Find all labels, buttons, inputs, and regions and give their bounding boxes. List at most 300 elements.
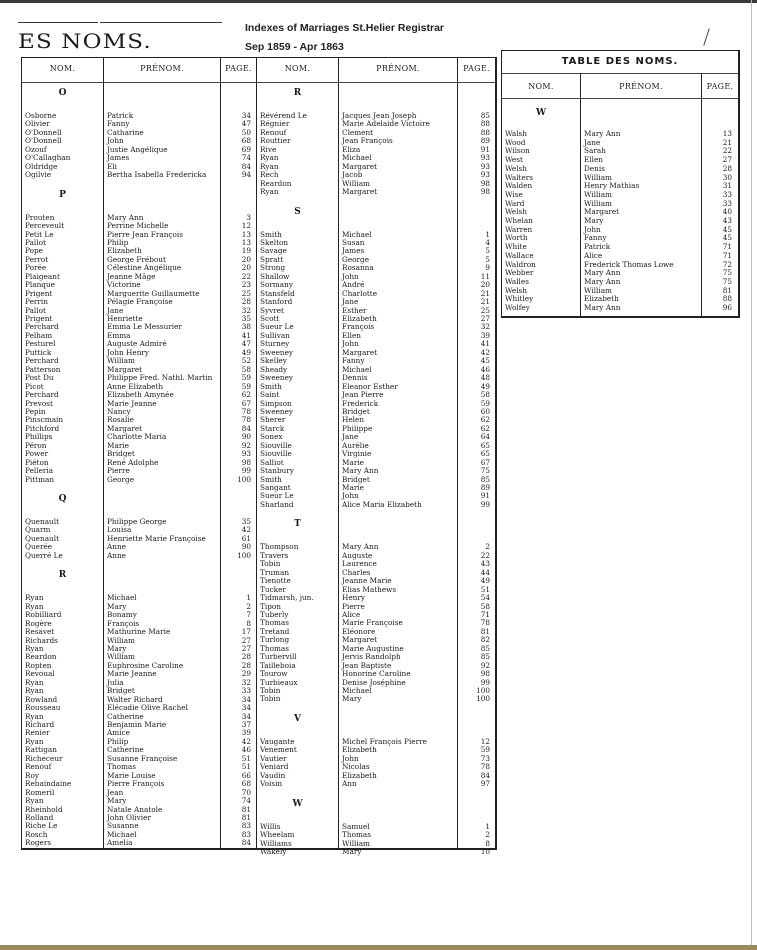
entry-page: 82	[480, 635, 490, 645]
entry-page: 9	[485, 263, 490, 273]
entry-forename: Bridget	[107, 686, 135, 696]
entry-page: 78	[241, 406, 251, 416]
entry-page: 90	[241, 542, 251, 552]
entry-page: 29	[241, 669, 251, 679]
entry-page: 20	[241, 263, 251, 273]
header-divider	[502, 98, 738, 99]
header-divider	[22, 82, 495, 83]
entry-forename: Catherine	[107, 745, 144, 755]
entry-forename: Denise Joséphine	[342, 677, 406, 687]
entry-page: 92	[480, 660, 490, 670]
entry-forename: Eliza	[342, 144, 361, 154]
entry-page: 81	[722, 285, 732, 295]
entry-page: 68	[241, 779, 251, 789]
entry-forename: William	[584, 285, 612, 295]
entry-forename: François	[342, 322, 375, 332]
entry-surname: Tobin	[260, 559, 281, 569]
entry-forename: Michael	[107, 593, 137, 603]
entry-forename: Pierre	[107, 466, 130, 476]
entry-forename: Patrick	[584, 242, 611, 252]
entry-page: 84	[241, 161, 251, 171]
entry-surname: Pepin	[25, 406, 46, 416]
side-col-header-page: PAGE.	[706, 82, 734, 91]
entry-surname: Rheinhold	[25, 804, 63, 814]
column-divider	[256, 58, 257, 848]
entry-forename: William	[584, 198, 612, 208]
entry-surname: Smith	[260, 474, 282, 484]
entry-forename: Perrine Michelle	[107, 221, 169, 231]
entry-surname: Rattigan	[25, 745, 57, 755]
entry-surname: Tailleboia	[260, 660, 296, 670]
entry-surname: Stansfeld	[260, 288, 295, 298]
col-header-page: PAGE.	[225, 64, 252, 73]
entry-forename: Esther	[342, 305, 367, 315]
entry-surname: Reardon	[260, 178, 292, 188]
index-title: Indexes of Marriages St.Helier Registrar	[245, 22, 444, 34]
entry-forename: Jeanne Marie	[342, 576, 392, 586]
entry-surname: O'Donnell	[25, 136, 62, 146]
entry-page: 30	[722, 172, 732, 182]
entry-forename: Marie	[342, 457, 364, 467]
entry-surname: Planque	[25, 280, 55, 290]
date-range: Sep 1859 - Apr 1863	[245, 41, 344, 53]
entry-forename: John Olivier	[107, 812, 151, 822]
entry-surname: Petit Le	[25, 229, 54, 239]
entry-page: 54	[480, 593, 490, 603]
entry-surname: Ryan	[25, 601, 44, 611]
col-header-prenom: PRÉNOM.	[376, 64, 420, 73]
entry-surname: Prevost	[25, 398, 53, 408]
entry-forename: Henry	[342, 593, 365, 603]
entry-page: 89	[480, 483, 490, 492]
entry-surname: Péron	[25, 440, 47, 450]
entry-page: 73	[480, 753, 490, 763]
entry-forename: Alice Maria Elizabeth	[342, 499, 422, 509]
banner-title: ES NOMS.	[18, 29, 152, 53]
entry-forename: Jacques Jean Joseph	[342, 111, 417, 120]
entry-forename: Mary	[342, 846, 362, 856]
entry-surname: Sweeney	[260, 406, 294, 416]
entry-surname: Ozouf	[25, 144, 47, 154]
entry-forename: William	[584, 172, 612, 182]
entry-page: 35	[241, 517, 251, 526]
entry-surname: Roy	[25, 770, 40, 780]
entry-forename: Henriette Marie Françoise	[107, 533, 206, 543]
entry-forename: Virginie	[342, 449, 372, 459]
entry-page: 33	[241, 686, 251, 696]
entry-forename: Ellen	[342, 330, 362, 340]
entry-surname: Travers	[260, 550, 289, 560]
entry-forename: Honorine Caroline	[342, 669, 411, 679]
entry-surname: Siouville	[260, 440, 292, 450]
entry-page: 42	[241, 736, 251, 746]
entry-page: 17	[241, 627, 251, 637]
entry-page: 10	[480, 846, 490, 856]
entry-surname: Waldron	[505, 259, 536, 269]
entry-forename: François	[107, 618, 140, 628]
entry-forename: Sarah	[584, 146, 606, 156]
entry-surname: Prigent	[25, 288, 53, 298]
entry-page: 21	[722, 137, 732, 147]
entry-surname: Richards	[25, 635, 58, 645]
entry-surname: Sherer	[260, 415, 286, 425]
entry-forename: Margaret	[342, 635, 378, 645]
entry-page: 99	[480, 677, 490, 687]
entry-page: 46	[241, 745, 251, 755]
entry-forename: Mary	[107, 643, 127, 653]
entry-forename: Mary	[584, 216, 604, 225]
entry-surname: Quarm	[25, 525, 51, 535]
entry-page: 21	[480, 288, 490, 298]
entry-forename: Clement	[342, 127, 374, 137]
entry-surname: Pitchford	[25, 423, 60, 433]
entry-page: 100	[237, 474, 251, 484]
entry-forename: Anne Elizabeth	[107, 381, 164, 391]
entry-page: 98	[480, 178, 490, 188]
entry-surname: Ryan	[260, 161, 279, 171]
entry-surname: Willis	[260, 821, 281, 831]
entry-forename: Anne	[107, 542, 126, 552]
entry-surname: Piéton	[25, 457, 49, 467]
entry-surname: Skelley	[260, 356, 287, 366]
entry-surname: Sweeney	[260, 347, 294, 357]
entry-surname: Sturney	[260, 339, 290, 349]
entry-surname: Pelham	[25, 330, 53, 340]
entry-page: 19	[241, 246, 251, 256]
entry-page: 78	[480, 762, 490, 772]
entry-forename: John	[107, 136, 124, 146]
entry-surname: Turbieaux	[260, 677, 298, 687]
entry-forename: Marie Louise	[107, 770, 156, 780]
entry-forename: John	[342, 339, 359, 349]
entry-forename: Susan	[342, 237, 365, 247]
entry-page: 68	[241, 136, 251, 146]
entry-forename: Jervis Randolph	[342, 652, 401, 662]
entry-forename: Marie Augustine	[342, 643, 404, 653]
entry-surname: Syvret	[260, 305, 284, 315]
section-letter: W	[292, 798, 303, 809]
entry-page: 47	[241, 119, 251, 129]
entry-page: 74	[241, 153, 251, 163]
entry-surname: Wood	[505, 137, 526, 147]
entry-forename: George	[107, 474, 135, 484]
entry-forename: Susanne	[107, 821, 139, 831]
entry-forename: Auguste	[342, 550, 373, 560]
entry-page: 93	[241, 449, 251, 459]
entry-forename: Margaret	[342, 161, 378, 171]
entry-page: 75	[722, 276, 732, 286]
entry-surname: Ryan	[260, 187, 279, 197]
entry-page: 58	[480, 601, 490, 611]
entry-page: 69	[241, 144, 251, 154]
entry-forename: Philippe George	[107, 517, 167, 526]
entry-forename: Philippe	[342, 423, 373, 433]
entry-forename: Elizabeth	[107, 246, 142, 256]
entry-page: 52	[241, 356, 251, 366]
entry-forename: Elias Mathews	[342, 584, 397, 594]
entry-forename: Amice	[107, 728, 130, 738]
entry-surname: Williams	[260, 838, 292, 848]
entry-page: 13	[241, 229, 251, 239]
entry-surname: Wise	[505, 189, 523, 199]
entry-forename: Mary Ann	[584, 276, 621, 286]
entry-page: 88	[480, 127, 490, 137]
entry-page: 22	[241, 271, 251, 281]
pen-mark	[703, 28, 710, 45]
entry-forename: George Frébout	[107, 254, 166, 264]
entry-page: 27	[722, 155, 732, 165]
entry-page: 67	[480, 457, 490, 467]
section-letter: R	[293, 88, 302, 98]
entry-surname: Skelton	[260, 237, 289, 247]
entry-surname: Prouten	[25, 212, 55, 222]
entry-page: 49	[480, 576, 490, 586]
entry-page: 51	[480, 584, 490, 594]
entry-forename: Mary Ann	[584, 268, 621, 278]
entry-surname: Perchard	[25, 356, 59, 366]
entry-page: 21	[480, 297, 490, 307]
entry-page: 98	[480, 187, 490, 197]
entry-forename: Catherine	[107, 711, 144, 721]
entry-surname: Robilliard	[25, 610, 62, 620]
column-divider	[103, 58, 104, 848]
entry-page: 81	[241, 812, 251, 822]
entry-surname: Picot	[25, 381, 44, 391]
entry-forename: Rosalie	[107, 415, 134, 425]
entry-surname: Révérend Le	[260, 111, 307, 120]
entry-page: 22	[722, 146, 732, 156]
entry-page: 4	[485, 237, 490, 247]
entry-forename: Nancy	[107, 406, 131, 416]
entry-page: 20	[480, 280, 490, 290]
entry-surname: Rosch	[25, 829, 48, 839]
side-table-title: TABLE DES NOMS.	[561, 56, 679, 67]
entry-forename: Eleanor Esther	[342, 381, 398, 391]
entry-forename: Frederick Thomas Lowe	[584, 259, 674, 269]
entry-forename: Victorine	[107, 280, 141, 290]
entry-forename: Jean Pierre	[342, 390, 384, 400]
entry-forename: Alice	[342, 609, 361, 619]
entry-surname: Plaigeant	[25, 271, 60, 281]
col-header-prenom: PRÉNOM.	[140, 64, 184, 73]
entry-page: 43	[722, 216, 732, 225]
entry-page: 27	[241, 635, 251, 645]
entry-surname: Pinscmain	[25, 415, 64, 425]
entry-surname: Wakely	[260, 846, 287, 856]
entry-surname: Renier	[25, 728, 50, 738]
entry-page: 62	[480, 423, 490, 433]
section-letter: W	[535, 108, 547, 118]
entry-page: 1	[485, 229, 490, 239]
section-letter: S	[294, 206, 301, 217]
entry-page: 84	[241, 423, 251, 433]
entry-surname: Rech	[260, 170, 279, 180]
entry-surname: Ryan	[25, 593, 44, 603]
entry-forename: Jane	[107, 305, 124, 315]
entry-surname: Sheady	[260, 364, 288, 374]
entry-surname: Richeceur	[25, 753, 63, 763]
entry-surname: Tobin	[260, 694, 281, 704]
entry-page: 98	[480, 669, 490, 679]
entry-page: 44	[480, 567, 490, 577]
entry-page: 66	[241, 770, 251, 780]
entry-forename: Michael	[342, 229, 372, 239]
entry-forename: Michael	[342, 364, 372, 374]
entry-page: 25	[241, 288, 251, 298]
title-divider	[502, 73, 738, 74]
entry-page: 51	[241, 753, 251, 763]
entry-page: 32	[480, 322, 490, 332]
entry-forename: Natale Anatole	[107, 804, 163, 814]
entry-forename: Henry Mathias	[584, 181, 640, 191]
entry-forename: Philippe Fred. Nathl. Martin	[107, 373, 213, 383]
entry-surname: Perchard	[25, 390, 59, 400]
entry-surname: Revoual	[25, 669, 55, 679]
entry-surname: Sueur Le	[260, 491, 294, 501]
right-frame-edge	[751, 0, 752, 945]
entry-forename: William	[107, 356, 135, 366]
entry-forename: Michael	[342, 686, 372, 695]
entry-surname: Sangant	[260, 483, 291, 492]
entry-forename: Euphrosine Caroline	[107, 660, 184, 670]
entry-page: 71	[480, 609, 490, 619]
header-rule	[18, 22, 98, 23]
entry-page: 39	[241, 728, 251, 738]
entry-forename: Alice	[584, 250, 603, 260]
entry-forename: Charlotte Maria	[107, 432, 167, 442]
entry-forename: Thomas	[342, 830, 371, 840]
col-header-nom: NOM.	[49, 64, 76, 73]
side-col-header-prenom: PRÉNOM.	[619, 82, 663, 91]
entry-surname: Walden	[505, 181, 533, 191]
entry-surname: Olivier	[25, 119, 50, 129]
entry-forename: Bridget	[342, 406, 370, 416]
entry-surname: Ropten	[25, 660, 52, 670]
entry-surname: Tidmarsh, jun.	[260, 593, 314, 603]
entry-forename: Samuel	[342, 821, 370, 831]
entry-forename: William	[107, 652, 135, 662]
entry-surname: Oldridge	[25, 161, 58, 171]
entry-forename: John	[584, 224, 601, 234]
column-divider	[580, 73, 581, 316]
entry-page: 100	[237, 550, 251, 560]
entry-forename: John	[342, 271, 359, 281]
entry-page: 8	[485, 838, 490, 848]
entry-surname: Saint	[260, 390, 280, 400]
entry-page: 74	[241, 796, 251, 806]
entry-forename: Mary	[342, 694, 362, 704]
entry-page: 88	[722, 294, 732, 304]
entry-surname: Wallace	[505, 250, 534, 260]
entry-forename: Mary Ann	[584, 303, 621, 312]
entry-page: 1	[485, 821, 490, 831]
entry-page: 84	[241, 838, 251, 848]
entry-surname: White	[505, 242, 527, 252]
entry-surname: Pelleria	[25, 466, 54, 476]
entry-forename: Philip	[107, 237, 129, 247]
entry-page: 91	[480, 144, 490, 154]
entry-surname: Turbervill	[260, 652, 297, 662]
entry-surname: Whelan	[505, 216, 533, 225]
entry-page: 33	[722, 189, 732, 199]
entry-forename: Nicolas	[342, 762, 370, 772]
entry-page: 48	[480, 373, 490, 383]
entry-surname: Voisin	[260, 779, 283, 789]
entry-surname: Ogilvie	[25, 170, 52, 180]
entry-forename: Ann	[342, 779, 357, 789]
entry-forename: Mary Ann	[342, 542, 379, 552]
table-des-noms	[501, 50, 740, 318]
entry-page: 65	[480, 440, 490, 450]
entry-page: 65	[480, 449, 490, 459]
entry-surname: Perrot	[25, 254, 49, 264]
entry-forename: Benjamin Marie	[107, 720, 167, 729]
entry-forename: Jean Baptiste	[342, 660, 392, 670]
entry-page: 43	[480, 559, 490, 569]
entry-surname: Prigent	[25, 314, 53, 323]
entry-page: 5	[485, 254, 490, 264]
entry-forename: Mathurine Marie	[107, 627, 171, 637]
entry-page: 45	[722, 224, 732, 234]
entry-surname: Welsh	[505, 163, 528, 173]
entry-page: 34	[241, 111, 251, 120]
entry-page: 85	[480, 111, 490, 120]
entry-page: 94	[241, 170, 251, 180]
entry-forename: Fanny	[342, 356, 365, 366]
entry-surname: Richard	[25, 720, 55, 729]
entry-surname: Welsh	[505, 285, 528, 295]
entry-page: 47	[241, 339, 251, 349]
entry-page: 59	[241, 373, 251, 383]
entry-forename: Eléonore	[342, 626, 376, 636]
entry-page: 91	[480, 491, 490, 501]
entry-page: 28	[241, 660, 251, 670]
entry-forename: George	[342, 254, 370, 264]
entry-page: 93	[480, 153, 490, 163]
entry-surname: Rogers	[25, 838, 52, 848]
entry-page: 64	[480, 432, 490, 442]
entry-page: 72	[722, 259, 732, 269]
entry-forename: Elizabeth	[342, 770, 377, 780]
entry-forename: James	[107, 153, 130, 163]
entry-forename: Marie	[342, 483, 364, 492]
entry-surname: Starck	[260, 423, 285, 433]
entry-forename: Pierre	[342, 601, 365, 611]
entry-surname: Walters	[505, 172, 534, 182]
entry-page: 45	[722, 233, 732, 243]
entry-page: 2	[246, 601, 251, 611]
entry-page: 40	[722, 207, 732, 217]
entry-surname: Rogère	[25, 618, 52, 628]
entry-page: 62	[480, 415, 490, 425]
entry-surname: Vaudin	[260, 770, 286, 780]
entry-forename: Henriette	[107, 314, 143, 323]
entry-page: 34	[241, 694, 251, 704]
entry-surname: West	[505, 155, 523, 165]
entry-forename: Margaret	[107, 423, 143, 433]
entry-surname: O'Callaghan	[25, 153, 71, 163]
entry-forename: Michel François Pierre	[342, 736, 427, 746]
entry-page: 85	[480, 652, 490, 662]
entry-forename: Michael	[342, 153, 372, 163]
entry-page: 49	[480, 381, 490, 391]
entry-page: 75	[722, 268, 732, 278]
entry-surname: Rousseau	[25, 703, 61, 713]
entry-forename: Catharine	[107, 127, 144, 137]
entry-surname: Sullivan	[260, 330, 290, 340]
entry-page: 59	[480, 398, 490, 408]
entry-page: 2	[485, 542, 490, 552]
